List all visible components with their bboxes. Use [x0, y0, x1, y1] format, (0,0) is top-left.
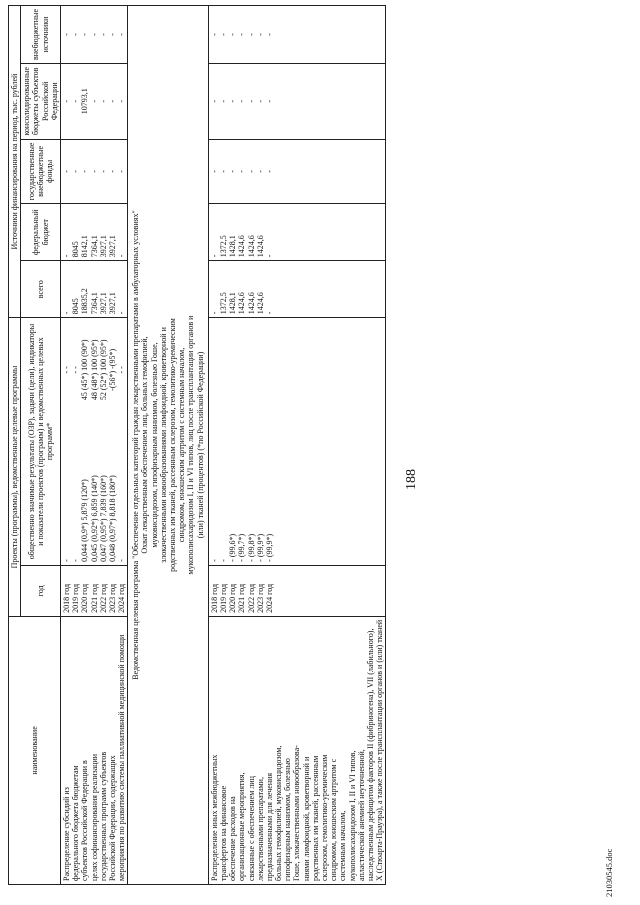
block1-indicators-b: - - - - 45 (45*) 100 (90*) 48 (48*) 100 (95*) 52 (52*) 100 (95*) -(56*) -(95*) - -: [60, 318, 127, 422]
col-total-header: всего: [21, 261, 61, 318]
block1-extrabudget: - - - - - - -: [60, 6, 127, 64]
col-gos-funds-header: государственные внебюджетные фонды: [21, 139, 61, 204]
block2-federal: - 1372,5 1428,1 1424,6 1424,6 1424,6 -: [208, 204, 386, 261]
block1-name: Распределение субсидий из федерального бюджета бюджетам субъектов Российской Федерации в целях софинансирования реализации государственных программ субъектов Российской Федерации, содержащих мероприятия по развитию системы паллиативной медицинской помощи: [60, 616, 127, 884]
col-group-projects-header: Проекты (программы), ведомственные целевые программы: [9, 318, 21, 617]
footer-filename: 21030545.doc: [604, 848, 614, 897]
col-group-sources-header: Источники финансирования на период, тыс. рублей: [9, 6, 21, 318]
block1-years: 2018 год 2019 год 2020 год 2021 год 2022 год 2023 год 2024 год: [60, 565, 127, 616]
col-federal-header: федеральный бюджет: [21, 204, 61, 261]
program-caption: Ведомственная целевая программа "Обеспечение отдельных категорий граждан лекарственными препаратами в амбулаторных условиях" Охват лекарственным обеспечением лиц, больных гемофилией, муковисцидозом, гипофизарным нанизмом, болезнью Гоше, злокачественными новообразованиями лимфоидной, кроветворной и родственных им тканей, рассеянным склерозом, гемолитико-уремическим синдромом, юношеским артритом с системным началом, мукополисахаридозом I, II и VI типов, лиц после трансплантации органов и (или) тканей (процентов) (*по Российской Федерации): [128, 6, 209, 885]
col-extrabudget-header: внебюджетные источники: [21, 6, 61, 64]
block1-row: [60, 6, 127, 885]
col-indicators-header: общественно значимые результаты (ОЗР), задачи (цели), индикаторы и показатели проектов (программ) и ведомственных целевых программ*: [21, 318, 61, 566]
block2-gos-funds: - - - - - - -: [208, 139, 386, 204]
financing-table: [8, 5, 386, 885]
block2-extrabudget: - - - - - - -: [208, 6, 386, 64]
block1-consolidated: - - 10793,1 - - - -: [60, 64, 127, 140]
block2-row: [208, 6, 386, 885]
col-year-header: год: [21, 565, 61, 616]
block1-indicators-a: - - 0,044 (0,9*) 5,879 (120*) 0,045 (0,92*) 6,859 (140*) 0,047 (0,95*) 7,839 (160*) 0,048 (0,97*) 8,818 (180*) -: [60, 421, 127, 565]
block1-gos-funds: - - - - - - -: [60, 139, 127, 204]
block2-indicators-a: - - - (99,6*) - (99,7*) - (99,8*) - (99,9*) - (99,9*): [208, 421, 386, 565]
block2-consolidated: - - - - - - -: [208, 64, 386, 140]
col-consolidated-header: консолидированные бюджеты субъектов Российской Федерации: [21, 64, 61, 140]
col-name-header: наименование: [9, 616, 61, 884]
block1-federal: - 8045 8142,1 7364,1 3927,1 3927,1 -: [60, 204, 127, 261]
block2-total: - 1372,5 1428,1 1424,6 1424,6 1424,6 -: [208, 261, 386, 318]
block2-name: Распределение иных межбюджетных трансфертов на финансовое обеспечение расходов на организационные мероприятия, связанные с обеспечением лиц лекарственными препаратами, предназначенными для лечения больных гемофилией, муковисцидозом, гипофизарным нанизмом, болезнью Гоше, злокачественными новообразова- ниями лимфоидной, кроветворной и родственных им тканей, рассеянным склерозом, гемолитико-уремическим синдромом, юношеским артритом с системным началом, мукополисахаридозом I, II и VI типов, апластической анемией неуточненной, наследственным дефицитом факторов II (фибриногена), VII (лабильного), X (Стюарта-Прауэра), а также после трансплантации органов и (или) тканей: [208, 616, 386, 884]
program-caption-row: [128, 6, 209, 885]
block1-total: - 8045 18835,2 7364,1 3927,1 3927,1 -: [60, 261, 127, 318]
page-number: 188: [404, 469, 419, 490]
block2-years: 2018 год 2019 год 2020 год 2021 год 2022 год 2023 год 2024 год: [208, 565, 386, 616]
block2-indicators-b: [208, 318, 386, 422]
